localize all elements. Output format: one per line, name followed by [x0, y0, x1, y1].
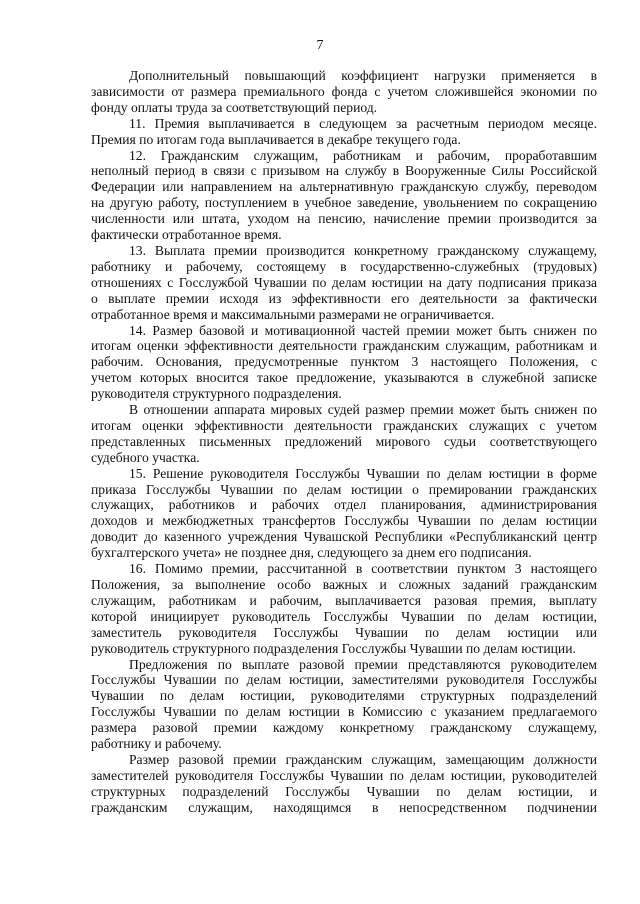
paragraph [91, 68, 597, 116]
text-line: структурных подразделений Госслужбы Чувашии по делам юстиции, и [91, 783, 597, 799]
text-line: В отношении аппарата мировых судей размер премии может быть снижен по [129, 402, 597, 418]
paragraph [91, 561, 597, 656]
text-line: зависимости от размера премиального фонда с учетом сложившейся экономии по [91, 83, 597, 99]
page-number: 7 [316, 38, 324, 53]
text-line: Госслужбы Чувашии по делам юстиции, заместителями руководителя Госслужбы [91, 672, 597, 688]
text-line: 15. Решение руководителя Госслужбы Чувашии по делам юстиции в форме [129, 465, 597, 481]
text-line: Чувашии по делам юстиции, руководителями структурных подразделений [91, 688, 597, 704]
text-line: итогам оценки эффективности деятельности гражданским служащим, работникам и [91, 338, 597, 354]
text-line: 14. Размер базовой и мотивационной частей премии может быть снижен по [129, 322, 597, 338]
text-line: представленных письменных предложений мирового судьи соответствующего [91, 433, 597, 449]
text-line: о выплате премии исходя из эффективности его деятельности за фактически [91, 290, 597, 306]
document-body [91, 68, 597, 816]
text-line: руководитель структурного подразделения Госслужбы Чувашии по делам юстиции. [91, 640, 576, 656]
paragraph [91, 323, 597, 403]
paragraph [91, 752, 597, 816]
text-line: которой инициирует руководитель Госслужбы Чувашии по делам юстиции, [91, 608, 597, 624]
paragraph [91, 116, 597, 148]
text-line: отработанное время и максимальными размерами не ограничивается. [91, 306, 495, 322]
text-line: служащих, работников и рабочих отдел планирования, администрирования [91, 497, 597, 513]
text-line: неполный период в связи с призывом на службу в Вооруженные Силы Российской [91, 163, 597, 179]
text-line: Размер разовой премии гражданским служащим, замещающим должности [129, 751, 597, 767]
text-line: Федерации или направлением на альтернативную гражданскую службу, переводом [91, 179, 597, 195]
text-line: размера разовой премии каждому конкретному гражданскому служащему, [91, 720, 597, 736]
text-line: 12. Гражданским служащим, работникам и рабочим, проработавшим [129, 147, 597, 163]
text-line: фонду оплаты труда за соответствующий период. [91, 99, 378, 115]
text-line: фактически отработанное время. [91, 227, 282, 243]
text-line: 13. Выплата премии производится конкретному гражданскому служащему, [129, 242, 597, 258]
text-line: рабочим. Основания, предусмотренные пунктом 3 настоящего Положения, с [91, 354, 597, 370]
text-line: заместителей руководителя Госслужбы Чувашии по делам юстиции, руководителей [91, 767, 597, 783]
text-line: отношениях с Госслужбой Чувашии по делам юстиции на дату подписания приказа [91, 274, 597, 290]
text-line: работнику и рабочему, состоящему в государственно-служебных (трудовых) [91, 258, 597, 274]
text-line: Госслужбы Чувашии по делам юстиции в Комиссию с указанием предлагаемого [91, 704, 597, 720]
text-line: бухгалтерского учета» не позднее дня, следующего за днем его подписания. [91, 545, 532, 561]
text-line: итогам оценки эффективности деятельности гражданских служащих с учетом [91, 417, 597, 433]
paragraph [91, 243, 597, 323]
paragraph [91, 466, 597, 561]
text-line: служащим, работникам и рабочим, выплачивается разовая премия, выплату [91, 592, 597, 608]
text-line: заместитель руководителя Госслужбы Чувашии по делам юстиции или [91, 624, 597, 640]
text-line: приказа Госслужбы Чувашии по делам юстиции о премировании гражданских [91, 481, 597, 497]
text-line: работнику и рабочему. [91, 736, 222, 752]
text-line: 16. Помимо премии, рассчитанной в соответствии пунктом 3 настоящего [129, 561, 597, 577]
text-line: 11. Премия выплачивается в следующем за расчетным периодом месяце. [129, 115, 597, 131]
text-line: доходов и межбюджетных трансфертов Госслужбы Чувашии по делам юстиции [91, 513, 597, 529]
text-line: численности или штата, уходом на пенсию, начисление премии производится за [91, 211, 597, 227]
paragraph [91, 148, 597, 243]
text-line: Дополнительный повышающий коэффициент нагрузки применяется в [129, 68, 597, 83]
text-line: гражданским служащим, находящимся в непосредственном подчинении [91, 799, 597, 815]
paragraph [91, 657, 597, 752]
text-line: доводит до казенного учреждения Чувашской Республики «Республиканский центр [91, 529, 597, 545]
text-line: Положения, за выполнение особо важных и сложных заданий гражданским [91, 577, 597, 592]
text-line: Премия по итогам года выплачивается в декабре текущего года. [91, 131, 461, 147]
paragraph [91, 402, 597, 466]
text-line: Предложения по выплате разовой премии представляются руководителем [129, 656, 597, 672]
text-line: учетом которых вносится такое предложение, указываются в служебной записке [91, 370, 597, 386]
text-line: судебного участка. [91, 449, 200, 465]
text-line: руководителя структурного подразделения. [91, 386, 342, 402]
text-line: на другую работу, поступлением в учебное заведение, увольнением по сокращению [91, 195, 597, 211]
